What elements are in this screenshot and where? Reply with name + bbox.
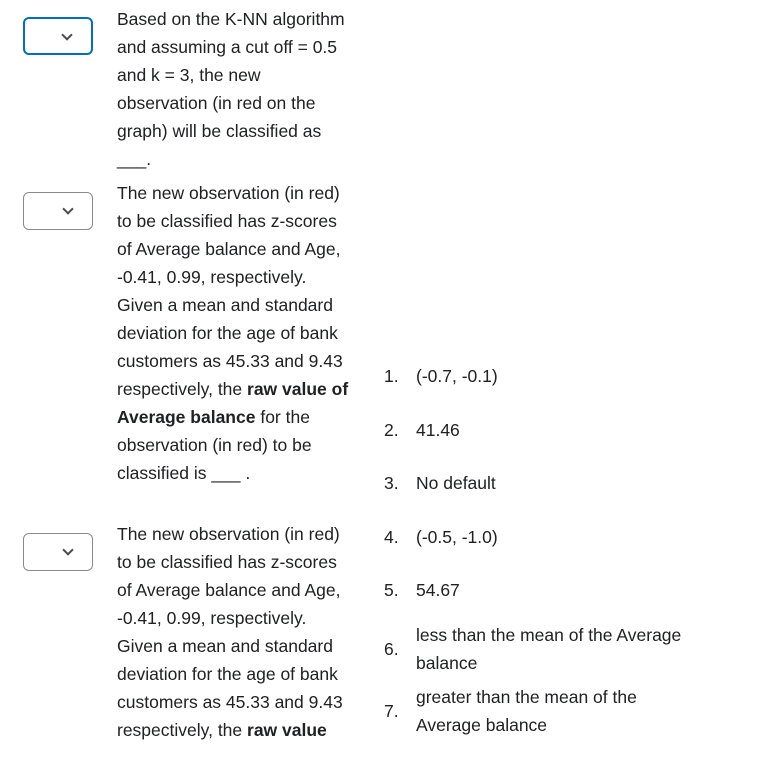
question-3-text: [117, 520, 351, 744]
option-number: 4.: [384, 527, 399, 547]
option-5: [384, 576, 744, 604]
question-2-text-start: The new observation (in red) to be classified has z-scores of Average balance and Age, -0.41, 0.99, respectively. Given a mean and standard deviation for the age of bank customers as 45.33 and 9.43 respectively, the: [117, 183, 343, 399]
option-label: No default: [416, 473, 496, 493]
option-3: [384, 469, 744, 497]
answer-select-2[interactable]: [23, 192, 93, 230]
option-label: (-0.7, -0.1): [416, 366, 498, 386]
option-number: 1.: [384, 366, 399, 386]
chevron-down-icon: [61, 29, 72, 40]
chevron-down-icon: [62, 544, 73, 555]
option-7: [384, 683, 684, 739]
question-2-text: [117, 179, 351, 487]
question-2-text-end: for the observation (in red) to be classified is ___ .: [117, 407, 312, 483]
question-3-bold: raw value: [247, 720, 327, 740]
chevron-down-icon: [62, 203, 73, 214]
option-label: less than the mean of the Average balance: [416, 625, 682, 673]
option-number: 3.: [384, 473, 399, 493]
answer-select-3[interactable]: [23, 533, 93, 571]
option-2: [384, 416, 744, 444]
question-2-bold: raw value of Average balance: [117, 379, 349, 427]
option-number: 7.: [384, 701, 399, 721]
question-3-text-start: The new observation (in red) to be classified has z-scores of Average balance and Age, -0.41, 0.99, respectively. Given a mean and standard deviation for the age of bank customers as 45.33 and 9.43 respectively, the: [117, 524, 343, 740]
option-label: 41.46: [416, 420, 460, 440]
question-1-text: Based on the K-NN algorithm and assuming a cut off = 0.5 and k = 3, the new observation (in red on the graph) will be classified as ___.: [117, 9, 345, 169]
option-label: (-0.5, -1.0): [416, 527, 498, 547]
option-6: [384, 621, 714, 677]
option-label: greater than the mean of the Average balance: [416, 687, 637, 735]
option-label: 54.67: [416, 580, 460, 600]
option-4: [384, 523, 744, 551]
option-number: 2.: [384, 420, 399, 440]
option-1: [384, 362, 744, 390]
option-number: 5.: [384, 580, 399, 600]
option-number: 6.: [384, 639, 399, 659]
answer-select-1[interactable]: [23, 17, 93, 55]
